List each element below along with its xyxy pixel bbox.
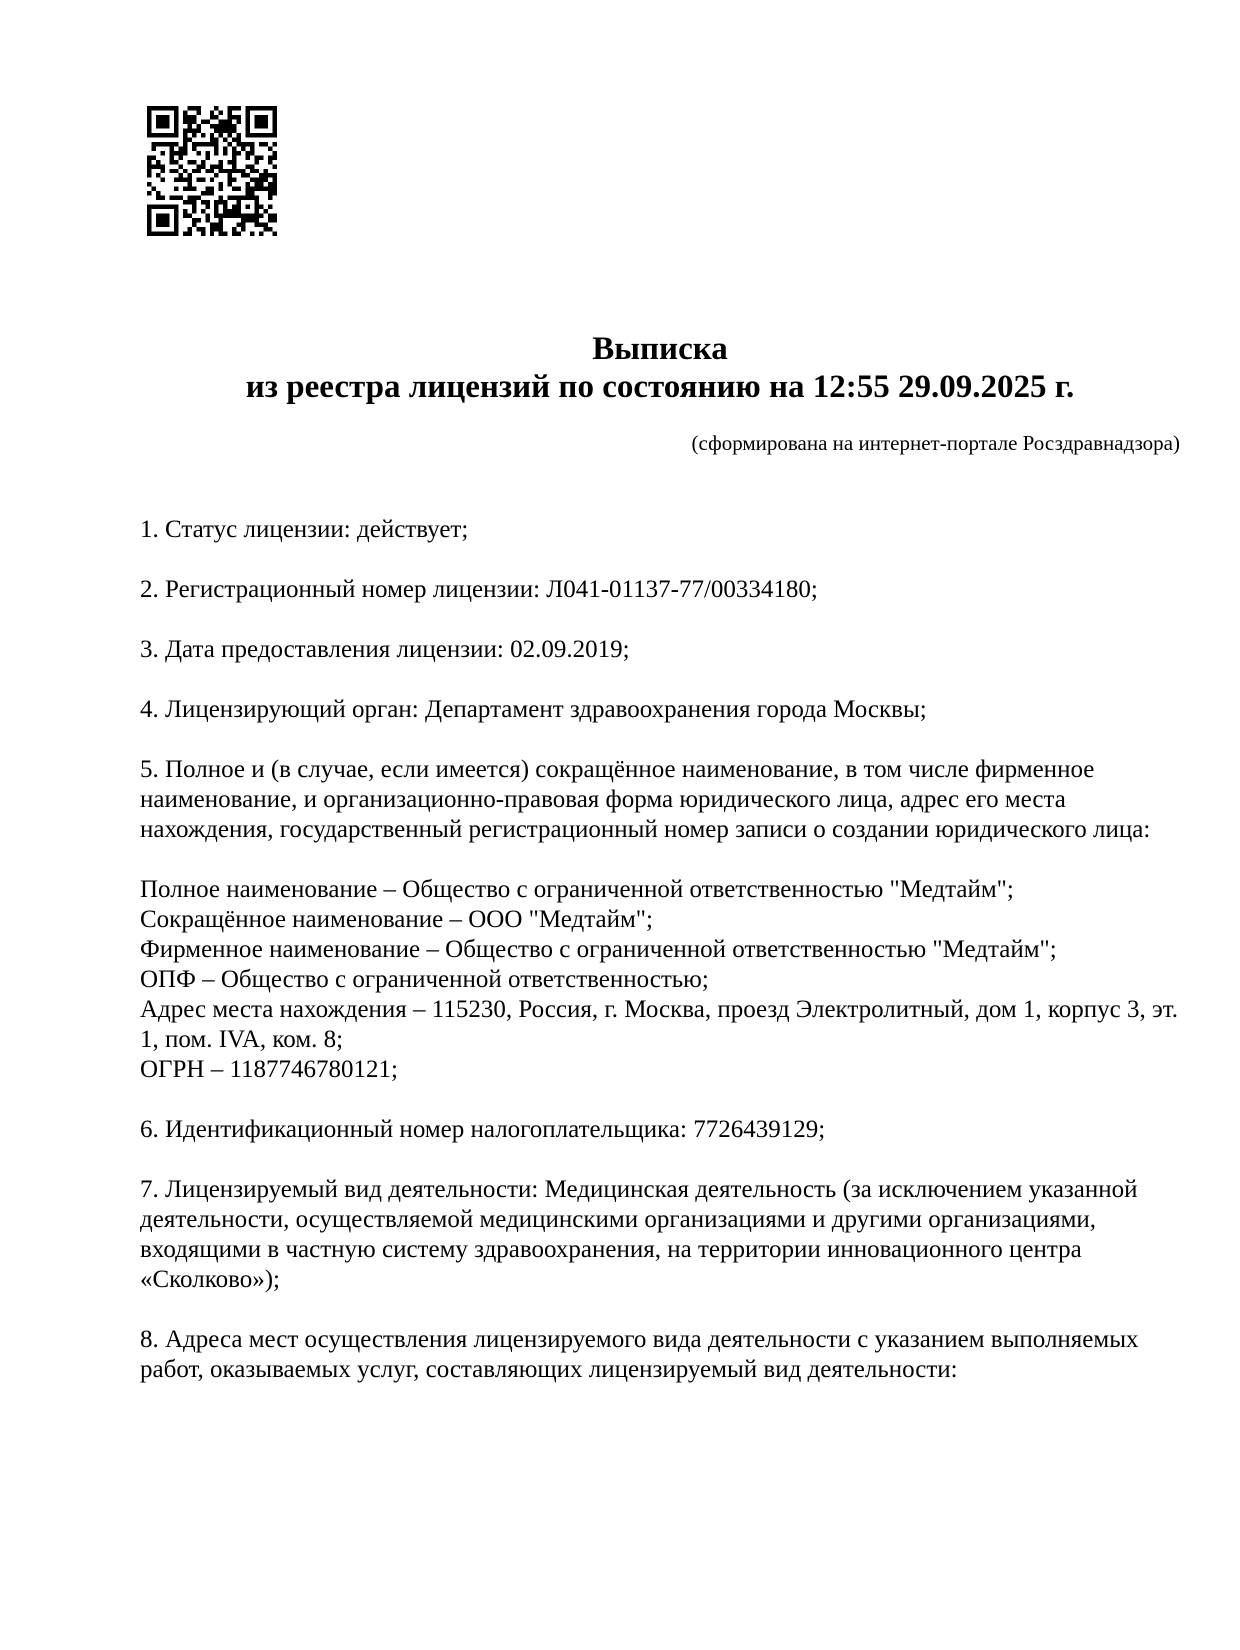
company-ogrn: ОГРН – 1187746780121; [140, 1056, 398, 1083]
item-licensing-authority: 4. Лицензирующий орган: Департамент здравоохранения города Москвы; [140, 696, 927, 723]
company-opf: ОПФ – Общество с ограниченной ответственностью; [140, 966, 709, 993]
company-details-block [140, 875, 1180, 1085]
document-content [140, 330, 1180, 1385]
company-full-name: Полное наименование – Общество с ограниченной ответственностью "Медтайм"; [140, 876, 1014, 903]
item-registration-number: 2. Регистрационный номер лицензии: Л041-01137-77/00334180; [140, 576, 818, 603]
item-license-status: 1. Статус лицензии: действует; [140, 516, 469, 543]
qr-code-icon [147, 106, 277, 236]
generated-note: (сформирована на интернет-портале Росздравнадзора) [691, 431, 1180, 455]
item-license-date: 3. Дата предоставления лицензии: 02.09.2019; [140, 636, 630, 663]
title-line-1: Выписка [592, 331, 728, 367]
title-line-2: из реестра лицензий по состоянию на 12:55 29.09.2025 г. [245, 369, 1075, 405]
item-taxpayer-number: 6. Идентификационный номер налогоплательщика: 7726439129; [140, 1116, 826, 1143]
company-short-name: Сокращённое наименование – ООО "Медтайм"; [140, 906, 653, 933]
item-licensed-activity: 7. Лицензируемый вид деятельности: Медицинская деятельность (за исключением указанной деятельности, осуществляемой медицинскими организациями и другими организациями, входящими в частную систему здравоохранения, на территории инновационного центра «Сколково»); [140, 1176, 1138, 1293]
document-body [140, 515, 1180, 1385]
document-title [140, 330, 1180, 406]
item-entity-heading: 5. Полное и (в случае, если имеется) сокращённое наименование, в том числе фирменное наименование, и организационно-правовая форма юридического лица, адрес его места нахождения, государственный регистрационный номер записи о создании юридического лица: [140, 756, 1151, 843]
item-activity-addresses: 8. Адреса мест осуществления лицензируемого вида деятельности с указанием выполняемых работ, оказываемых услуг, составляющих лицензируемый вид деятельности: [140, 1326, 1139, 1383]
company-address: Адрес места нахождения – 115230, Россия, г. Москва, проезд Электролитный, дом 1, корпус 3, эт. 1, пом. IVA, ком. 8; [140, 996, 1179, 1053]
company-brand-name: Фирменное наименование – Общество с ограниченной ответственностью "Медтайм"; [140, 936, 1057, 963]
